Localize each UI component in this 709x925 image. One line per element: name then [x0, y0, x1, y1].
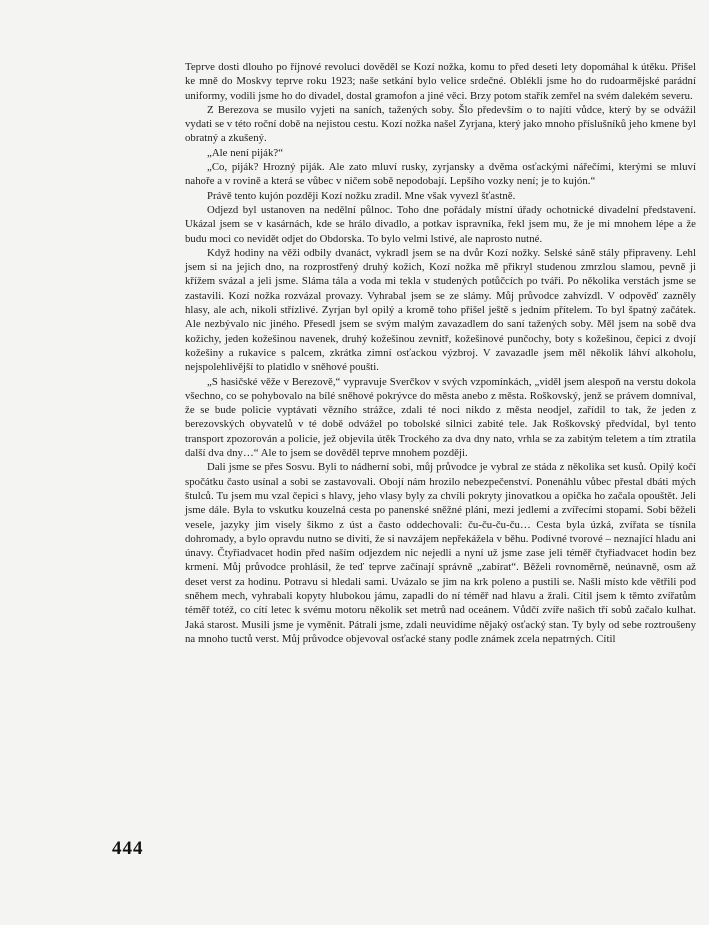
paragraph: Teprve dosti dlouho po říjnové revoluci dověděl se Kozí nožka, komu to před deseti lety dopomáhal k útěku. Přišel ke mně do Moskvy teprve roku 1923; naše setkání bylo velice srdečné. Oblékli jsme ho do rudoarmějské parádní uniformy, vodili jsme ho do divadel, dostal gramofon a jiné věci. Brzy potom stařík zemřel na svém dalekém severu. — [185, 61, 696, 102]
page-number: 444 — [112, 838, 144, 859]
paragraph: „Ale není piják?“ — [207, 146, 284, 159]
paragraph: Odjezd byl ustanoven na nedělní půlnoc. Toho dne pořádaly místní úřady ochotnické divadelní představení. Ukázal jsem se v kasárnách, kde se hrálo divadlo, a potkav ispravníka, řekl jsem mu, že je mi mnohem lépe a že budu moci co nevidět odjet do Obdorska. To bylo velmi lstivé, ale naprosto nutné. — [185, 203, 696, 245]
paragraph: „S hasičské věže v Berezově,“ vypravuje Sverčkov v svých vzpomínkách, „viděl jsem alespoň na verstu dokola všechno, co se pohybovalo na bílé sněhové pokrývce do města anebo z města. Roškovský, jenž se právem domníval, že se bude policie vyptávati vězního strážce, zdali té noci nikdo z města neodjel, zařídil to tak, že jeden z berezovských obyvatelů v té době odvážel po tobolské silnici zabité tele. Jak Roškovský předvídal, byl tento transport zpozorován a policie, jež objevila útěk Trockého za dva dny nato, vrhla se za zabitým teletem a tím ztratila další dva dny…“ Ale to jsem se dověděl teprve mnohem později. — [185, 375, 696, 460]
paragraph: Když hodiny na věži odbily dvanáct, vykradl jsem se na dvůr Kozí nožky. Selské sáně stály připraveny. Lehl jsem si na jejich dno, na rozprostřený druhý kožich, Kozí nožka mě přikryl studenou zmrzlou slamou, pevně ji křížem svázal a jeli jsme. Sláma tála a voda mi tekla v studených potůčcích po tváři. Po několika verstách jsme se zastavili. Kozí nožka rozvázal provazy. Vyhrabal jsem se ze slámy. Můj průvodce zahvízdl. V odpověď zazněly hlasy, ale ach, nikoli střízlivé. Zyrjan byl opilý a kromě toho přišel ještě s jedním přítelem. To byl špatný začátek. Ale nezbývalo nic jiného. Přesedl jsem se svým malým zavazadlem do saní tažených soby. Měl jsem na sobě dva kožichy, jeden kožešinou navenek, druhý kožešinou zevnitř, kožešinové punčochy, boty s kožešinou, čepici z dvojí kožešiny a rukavice s palcem, zkrátka zimní osťackou výzbroj. V zavazadle jsem měl několik láhví alkoholu, nejspolehlivější to platidlo v sněhové poušti. — [185, 246, 696, 374]
paragraph: Z Berezova se musilo vyjeti na saních, tažených soby. Šlo především o to najíti vůdce, který by se odvážil vydati se v této roční době na nejistou cestu. Kozí nožka našel Zyrjana, který jako mnoho příslušníků jeho kmene byl obratný a zkušený. — [185, 103, 696, 145]
paragraph: „Co, piják? Hrozný piják. Ale zato mluví rusky, zyrjansky a dvěma osťackými nářečími, kterými se mluví nahoře a v rovině a která se vůbec v ničem sobě nepodobají. Lepšího vozky není; je to kujón.“ — [185, 161, 696, 188]
paragraph: Právě tento kujón později Kozí nožku zradil. Mne však vyvezl šťastně. — [207, 189, 516, 202]
body-text — [185, 60, 696, 646]
paragraph: Dali jsme se přes Sosvu. Byli to nádherní sobi, můj průvodce je vybral ze stáda z několika set kusů. Opilý kočí spočátku často usínal a sobi se zastavovali. Obojí nám hrozilo nebezpečenství. Ponenáhlu vůbec přestal dbáti mých štulců. Tu jsem mu vzal čepici s hlavy, jeho vlasy byly za chvíli pokryty jinovatkou a opička ho začala opouštět. Jeli jsme dále. Byla to vskutku kouzelná cesta po panenské sněžné pláni, mezi jedlemi a zvířecími stopami. Sobi běželi vesele, jazyky jim visely šikmo z úst a často oddechovali: ču-ču-ču-ču… Cesta byla úzká, zvířata se tísnila dohromady, a bylo opravdu nutno se diviti, že si navzájem nepřekážela v běhu. Podivné tvorové – neznající hladu ani únavy. Čtyřiadvacet hodin před naším odjezdem nic nejedli a nyní už jsme zase jeli téměř čtyřiadvacet hodin bez krmení. Můj průvodce prohlásil, že teď teprve začínají správně „zabírat“. Běželi rovnoměrně, neúnavně, osm až deset verst za hodinu. Potravu si hledali sami. Uvázalo se jim na krk poleno a pustili se. Našli místo kde větřili pod sněhem mech, vyhrabali kopyty hlubokou jámu, zapadli do ní téměř nad hlavu a žrali. Cítil jsem k těmto zvířatům téměř totéž, co cítí letec k svému motoru několik set metrů nad oceánem. Vůdčí zvíře našich tří sobů začalo kulhat. Jaká starost. Musili jsme je vyměnit. Pátrali jsme, zdali neuvidíme nějaký osťacký stan. Ty byly od sebe roztroušeny na mnoho tuctů verst. Můj průvodce objevoval osťacké stany podle známek zcela nepatrných. Cítil — [185, 461, 696, 645]
